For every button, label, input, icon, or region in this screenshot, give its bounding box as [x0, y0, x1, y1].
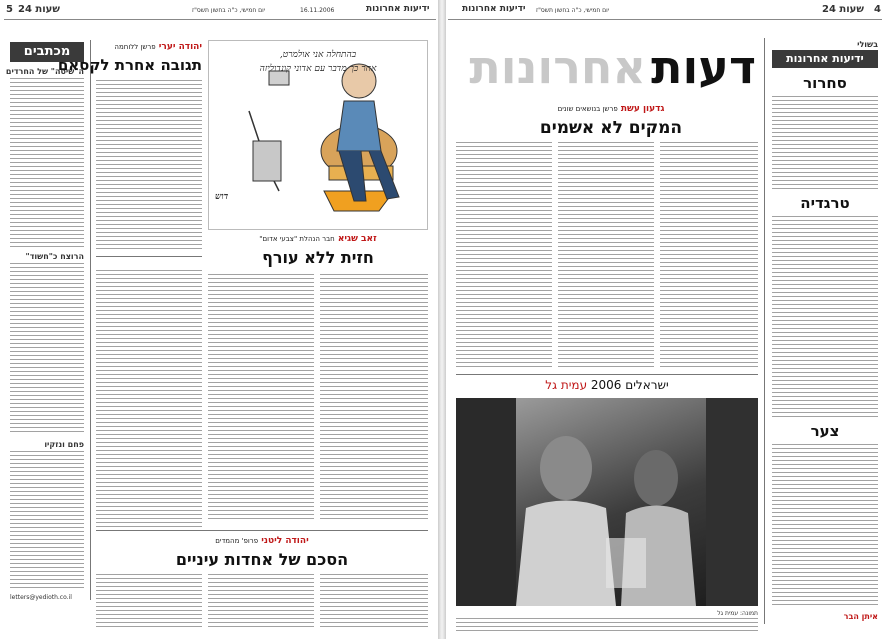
article1-author: יהודה יערי — [158, 42, 202, 52]
photo-feature-header — [456, 378, 758, 392]
letter-body — [10, 263, 84, 435]
feature-photo-image — [456, 398, 758, 606]
photo-caption-text — [456, 618, 758, 632]
sidebar-section-body — [772, 216, 878, 418]
main-article-col2 — [558, 142, 654, 368]
header-paper-right: ידיעות אחרונות — [462, 4, 526, 14]
sidebar-section-title: טרגדיה — [800, 194, 850, 212]
main-article-byline — [466, 104, 756, 114]
header-meta-right: יום חמישי, כ"ה בחשון תשס"ז — [536, 7, 610, 14]
photo-top-rule — [456, 374, 758, 375]
right-page — [446, 0, 885, 639]
page-gutter — [438, 0, 446, 639]
article3-body-col3 — [320, 574, 428, 630]
letter-body — [10, 78, 84, 248]
article2-author: זאב שגיא — [337, 234, 377, 244]
cartoon-caption-2: אחר כך מדבר עם אדוני קונדוליזה — [259, 64, 377, 74]
main-article-author: גדעון עשת — [620, 104, 665, 114]
article1-byline — [96, 42, 202, 52]
letters-email: letters@yedioth.co.il — [10, 594, 72, 601]
sidebar-section-body — [772, 444, 878, 608]
letter-title: ה"שיטה" של החרדים — [5, 67, 84, 76]
cartoon-frame — [208, 40, 428, 230]
article1-body — [96, 80, 202, 250]
page-number-right: 4 — [874, 4, 881, 15]
header-rule-right — [448, 19, 882, 20]
section-label-right: 24 שעות — [822, 4, 864, 15]
letter-title: הרוצח כ"חשוד" — [25, 252, 84, 261]
photo-feature-title: ישראלים 2006 — [590, 378, 669, 392]
article3-title: הסכם של אחדות עיניים — [175, 550, 349, 569]
article3-body-col1 — [96, 574, 202, 630]
sidebar-signature: איתן הבר — [843, 612, 878, 621]
photo-feature-photographer: עמית גל — [545, 378, 588, 392]
main-article-col1 — [456, 142, 552, 368]
header-date-left: 16.11.2006 — [300, 7, 335, 14]
feature-photo — [456, 398, 758, 606]
sidebar-section-title: סחרור — [803, 74, 847, 92]
sidebar-divider — [764, 38, 765, 624]
article2-title: חזית ללא עורף — [262, 248, 374, 267]
sidebar-title: ידיעות אחרונות — [772, 50, 878, 68]
page-number-left: 5 — [6, 4, 13, 15]
article3-author-desc: פרופ' מהמדים — [215, 537, 259, 545]
cartoon-caption-1: בהתחלה אני אולמרט, — [279, 50, 357, 60]
article2-author-desc: חבר הנהלת "צבעי אדום" — [259, 235, 335, 243]
letters-column-title: מכתבים — [10, 42, 84, 62]
sidebar-section-body — [772, 96, 878, 192]
sidebar-label: בשולי — [857, 40, 878, 49]
photo-caption: תמונה: עמית גל — [717, 610, 758, 617]
sidebar-section-title: צער — [810, 422, 840, 440]
section-label-left: 24 שעות — [18, 4, 60, 15]
article1-end-rule — [96, 256, 202, 257]
article3-byline — [96, 536, 428, 546]
cartoon-signature: דוש — [215, 192, 229, 202]
main-article-title: המקים לא אשמים — [539, 118, 683, 138]
article1-author-desc: פרשן ללוחמה — [114, 43, 156, 51]
main-article-author-desc: פרשן בנושאים שונים — [557, 105, 618, 113]
article3-author: יהודה ליטני — [261, 536, 309, 546]
article1-title: תגובה אחרת לקסאם — [57, 56, 202, 74]
header-meta-left: יום חמישי, כ"ה בחשון תשס"ז — [192, 7, 266, 14]
article3-body-col2 — [208, 574, 314, 630]
masthead-word1: דעות — [651, 40, 756, 94]
column-divider — [90, 40, 91, 600]
header-rule-left — [4, 19, 436, 20]
header-paper-left: ידיעות אחרונות — [366, 4, 430, 14]
article2-body-col1 — [208, 274, 314, 520]
main-article-col3 — [660, 142, 758, 368]
article1-body-cont — [96, 270, 202, 530]
left-page — [0, 0, 438, 639]
masthead-word2: אחרונות — [469, 40, 646, 94]
article2-body-col2 — [320, 274, 428, 520]
letter-title: פחם ונזקיו — [44, 440, 84, 449]
article3-top-rule — [96, 530, 428, 531]
masthead — [466, 40, 756, 100]
article2-byline — [208, 234, 428, 244]
letter-body — [10, 451, 84, 591]
